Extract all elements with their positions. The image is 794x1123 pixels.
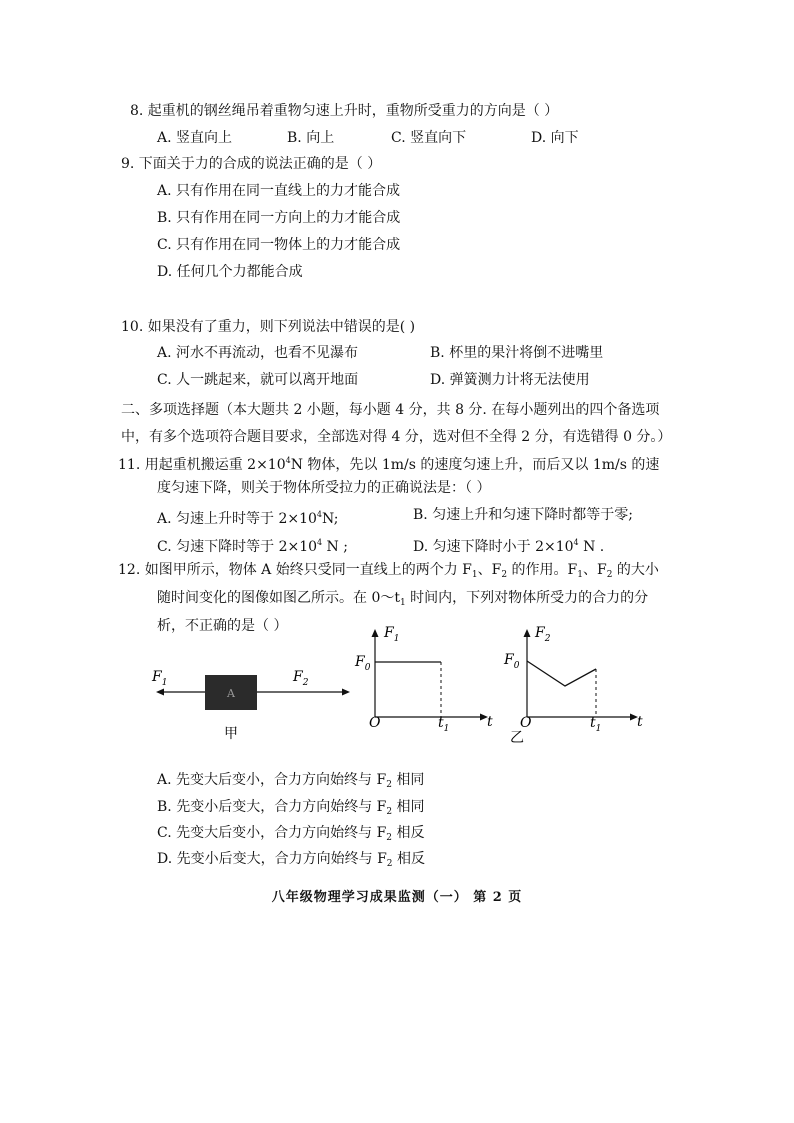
q9-option-c: C. 只有作用在同一物体上的力才能合成 — [157, 237, 401, 253]
q9-option-a: A. 只有作用在同一直线上的力才能合成 — [157, 183, 401, 199]
q12-option-b: B. 先变小后变大，合力方向始终与 $F_2$ 相同 — [157, 799, 425, 817]
graph-f2 — [503, 625, 643, 746]
graph-f1-origin: O — [369, 715, 381, 731]
q8-stem: 8. 起重机的钢丝绳吊着重物匀速上升时，重物所受重力的方向是（ ） — [130, 103, 559, 119]
q10-option-a: A. 河水不再流动，也看不见瀑布 — [157, 345, 359, 361]
graph-f1-y-arrowhead-icon — [372, 629, 379, 637]
right-force-label: $F_2$ — [293, 669, 309, 688]
q11-option-c: C. 匀速下降时等于 $2\times 10^4$ N ; — [157, 538, 348, 555]
graph-f1 — [354, 625, 493, 734]
left-force-label: $F_1$ — [152, 669, 168, 688]
q9-option-b: B. 只有作用在同一方向上的力才能合成 — [157, 210, 401, 226]
q10-option-d: D. 弹簧测力计将无法使用 — [430, 372, 590, 388]
right-arrowhead-icon — [342, 689, 350, 696]
q12-option-a: A. 先变大后变小，合力方向始终与 $F_2$ 相同 — [157, 772, 425, 790]
q12-option-d: D. 先变小后变大，合力方向始终与 $F_2$ 相反 — [157, 851, 425, 869]
q12-stem-line1: 12. 如图甲所示，物体 A 始终只受同一直线上的两个力 $F_1$、$F_2$ 的作用。$F_1$、$F_2$ 的大小 — [118, 562, 659, 580]
left-arrowhead-icon — [156, 689, 164, 696]
graph-f1-t1-label: $t_1$ — [438, 715, 450, 734]
graph-f2-y-label: $F_2$ — [535, 625, 551, 644]
q12-stem-line2: 随时间变化的图像如图乙所示。在 $0\sim t_1$ 时间内，下列对物体所受力的合力的分 — [157, 590, 649, 608]
q12-stem-line3: 析，不正确的是（ ） — [157, 618, 288, 634]
q10-stem: 10. 如果没有了重力，则下列说法中错误的是( ) — [121, 319, 416, 335]
figure-yi-caption: 乙 — [510, 730, 524, 746]
page-footer: 八年级物理学习成果监测（一） 第 2 页 — [271, 890, 523, 905]
graph-f2-level-label: $F_0$ — [504, 652, 520, 671]
graph-f2-y-arrowhead-icon — [524, 629, 531, 637]
graph-f2-t1-label: $t_1$ — [590, 715, 602, 734]
q9-stem: 9. 下面关于力的合成的说法正确的是（ ） — [121, 156, 382, 172]
graph-f2-line — [527, 661, 596, 686]
q12-option-c: C. 先变大后变小，合力方向始终与 $F_2$ 相反 — [157, 825, 425, 843]
q11-stem-line2: 度匀速下降，则关于物体所受拉力的正确说法是：（ ） — [157, 480, 491, 496]
graph-f1-level-label: $F_0$ — [355, 654, 371, 673]
q11-stem-line1: 11. 用起重机搬运重 $2\times 10^4N$ 物体，先以 1m/s 的速度匀速上升，而后又以 1m/s 的速 — [118, 456, 660, 473]
figure-jia — [151, 669, 350, 742]
graph-f1-y-label: $F_1$ — [384, 625, 400, 644]
q11-option-d: D. 匀速下降时小于 $2\times 10^4$ N . — [413, 538, 605, 555]
q10-option-b: B. 杯里的果汁将倒不进嘴里 — [430, 345, 604, 361]
q8-option-c: C. 竖直向下 — [391, 130, 467, 146]
section-2-instructions: 二、多项选择题（本大题共 2 小题，每小题 4 分，共 8 分. 在每小题列出的四个备选项中，有多个选项符合题目要求，全部选对得 4 分，选对但不全得 2 分，有选错得 0 分。） — [121, 402, 672, 445]
graph-f2-origin: O — [520, 715, 532, 731]
block-a-label: A — [227, 687, 235, 700]
q9-option-d: D. 任何几个力都能合成 — [157, 264, 303, 280]
figure-jia-caption: 甲 — [224, 726, 238, 742]
q8-option-d: D. 向下 — [531, 130, 579, 146]
q8-option-a: A. 竖直向上 — [157, 130, 233, 146]
q8-option-b: B. 向上 — [287, 130, 335, 146]
q11-option-b: B. 匀速上升和匀速下降时都等于零; — [413, 507, 633, 523]
graph-f2-x-label: t — [637, 714, 643, 730]
graph-f1-x-label: t — [487, 714, 493, 730]
q10-option-c: C. 人一跳起来，就可以离开地面 — [157, 372, 359, 388]
q11-option-a: A. 匀速上升时等于 $2\times 10^4N$; — [157, 510, 339, 527]
q12-figures — [0, 615, 794, 775]
